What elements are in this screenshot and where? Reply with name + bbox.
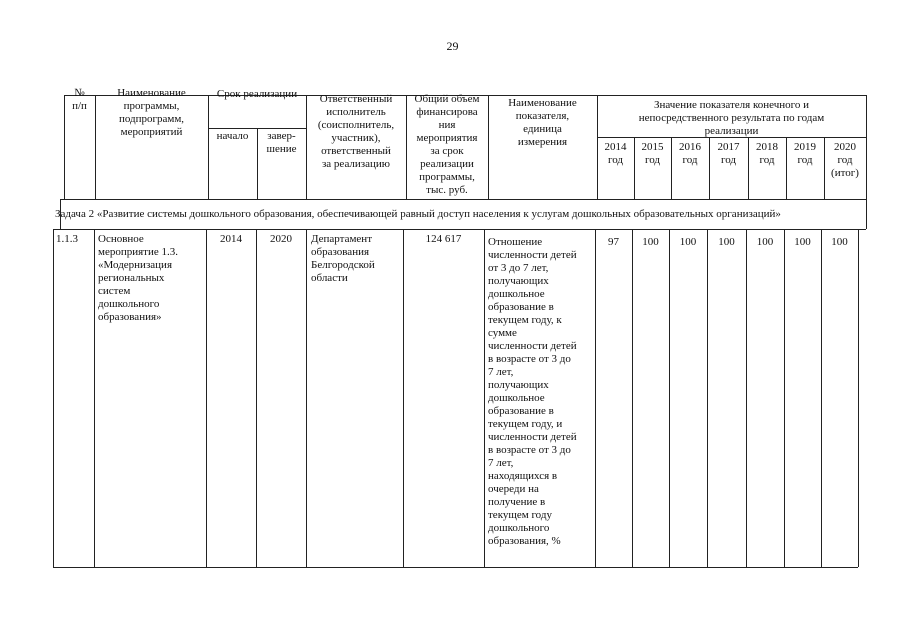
page-number: 29 [446,39,459,53]
body-divider [669,229,670,567]
header-period: Срок реализации [216,88,298,100]
header-bottom-line [60,199,866,200]
header-year: 2017 год [717,141,740,166]
row-name: Основное мероприятие 1.3. «Модернизация региональных систем дошкольного образования» [98,233,179,323]
header-end: завер- шение [266,130,297,155]
row-value: 100 [679,236,697,248]
body-divider [256,229,257,567]
body-divider [632,229,633,567]
header-year: 2020 год (итог) [831,141,859,179]
row-value: 100 [794,236,811,248]
body-divider [746,229,747,567]
header-indicator: Наименование показателя, единица измерения [508,97,577,148]
row-value: 97 [608,236,619,248]
body-border-left [53,229,54,567]
header-funding: Общий объем финансирова ния мероприятия за срок реализации программы, тыс. руб. [414,93,480,196]
header-year: 2016 год [679,141,701,166]
body-divider [403,229,404,567]
row-value: 100 [642,236,659,248]
header-year: 2018 год [756,141,778,166]
row-num: 1.1.3 [56,233,78,245]
row-executor: Департамент образования Белгородской области [311,233,375,284]
task-row-bottom-line [53,229,866,230]
body-divider [821,229,822,567]
body-divider [94,229,95,567]
header-start: начало [216,130,249,142]
header-program-name: Наименование программы, подпрограмм, мероприятий [117,87,186,138]
header-executor: Ответственный исполнитель (соисполнитель, участник), ответственный за реализацию [317,93,395,170]
body-divider [784,229,785,567]
header-year: 2019 год [794,141,816,166]
row-value: 100 [831,236,848,248]
task-row: Задача 2 «Развитие системы дошкольного образования, обеспечивающей равный доступ населения к услугам дошкольных образовательных организаций» [55,208,781,220]
header-values-title: Значение показателя конечного и непосредственного результата по годам реализации [638,99,825,137]
header-year: 2015 год [641,141,664,166]
row-indicator: Отношение численности детей от 3 до 7 лет, получающих дошкольное образование в текущем году, к сумме численности детей в возрасте от 3 до 7 лет, получающих дошкольное образование в текущем году, и численности детей в возрасте от 3 до 7 лет, находящихся в очереди на получение в текущем году дошкольного образования, % [488,236,577,547]
row-value: 100 [756,236,774,248]
header-divider [208,95,209,199]
header-year: 2014 год [604,141,627,166]
table-bottom-border [53,567,858,568]
body-divider [707,229,708,567]
row-funding: 124 617 [425,233,462,245]
body-divider [306,229,307,567]
body-divider [206,229,207,567]
row-value: 100 [718,236,735,248]
body-border-right [858,229,859,567]
row-start: 2014 [220,233,242,245]
header-num: № п/п [72,87,87,112]
body-divider [484,229,485,567]
row-end: 2020 [270,233,292,245]
